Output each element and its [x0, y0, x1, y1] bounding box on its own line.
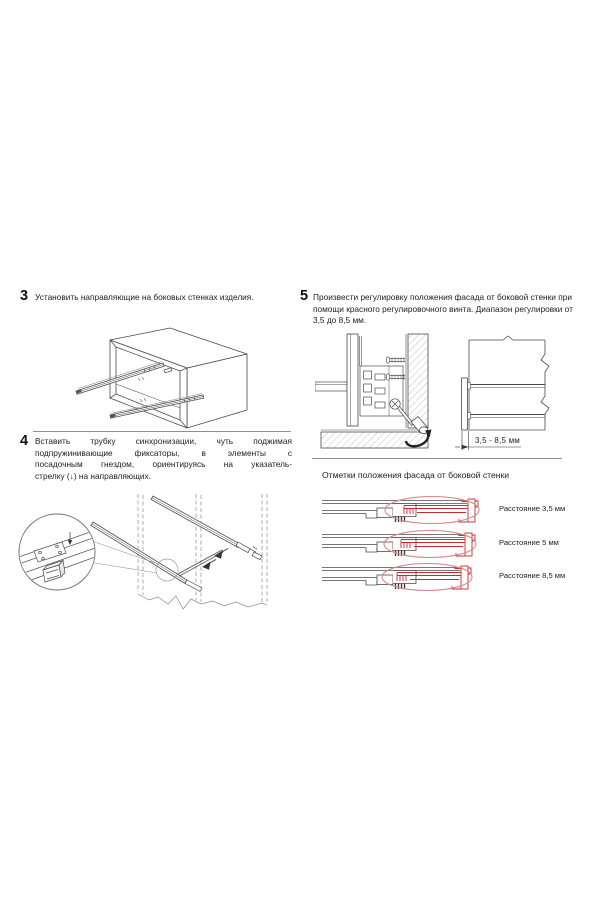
mark-row — [320, 530, 498, 560]
slide-profile-diagram — [320, 496, 498, 526]
side-wall-face — [469, 336, 549, 430]
slide-profile — [322, 501, 467, 523]
step-4-text — [35, 436, 292, 482]
sync-tube-diagram — [10, 492, 295, 620]
mark-label: Расстояние 8,5 мм — [499, 571, 566, 580]
mark-row — [320, 496, 498, 526]
facade-edge — [462, 378, 468, 430]
step-5-text-line: помощи красного регулировочного винта. Диапазон регулировки от — [313, 303, 573, 314]
drawer-slide-upper — [151, 496, 262, 560]
section-divider-left — [33, 431, 291, 432]
screw-icon — [386, 357, 405, 363]
mark-row — [320, 563, 498, 593]
marks-title: Отметки положения фасада от боковой стенки — [322, 470, 510, 480]
slide-profile — [322, 535, 464, 557]
step-3-number: 3 — [20, 288, 29, 304]
step-4-text-line: Вставить трубку синхронизации, чуть поджимая — [35, 436, 292, 446]
drawer-bottom-section — [315, 382, 347, 391]
side-wall-section — [406, 334, 428, 428]
sync-rod — [178, 550, 223, 576]
adjustment-section-diagram — [315, 332, 445, 454]
dimension-label: 3,5 - 8,5 мм — [475, 436, 520, 445]
step-3-text: Установить направляющие на боковых стенках изделия. — [35, 292, 254, 302]
step-4-text-line: посадочным гнездом, ориентируясь на указатель- — [35, 459, 292, 469]
step-5-text — [313, 292, 589, 327]
slide-rails-side — [467, 383, 545, 420]
drawer-slide-lower — [91, 522, 202, 591]
slide-profile-diagram — [320, 530, 498, 560]
step-5-text-line: Произвести регулировку положения фасада от боковой стенки при — [313, 292, 572, 302]
magnifier-circle — [16, 514, 98, 590]
mark-label: Расстояние 3,5 мм — [499, 504, 566, 513]
slide-profile-diagram — [320, 563, 498, 593]
step-5-text-line: 3,5 до 8,5 мм. — [313, 315, 367, 325]
step-5-number: 5 — [300, 288, 309, 304]
insertion-arrows — [203, 549, 228, 570]
slide-profile — [322, 568, 460, 590]
step-4-text-line: стрелку (↓) на направляющих. — [35, 470, 152, 481]
step-4-text-line: подпружинивающие фиксаторы, в элементы с — [35, 447, 292, 458]
torn-edge — [138, 594, 267, 609]
facade-section — [347, 334, 362, 426]
mark-label: Расстояние 5 мм — [499, 538, 559, 547]
section-divider-right — [312, 458, 562, 459]
cabinet-diagram — [50, 320, 280, 438]
step-4-number: 4 — [20, 433, 29, 449]
adjuster-mechanism — [360, 366, 403, 416]
